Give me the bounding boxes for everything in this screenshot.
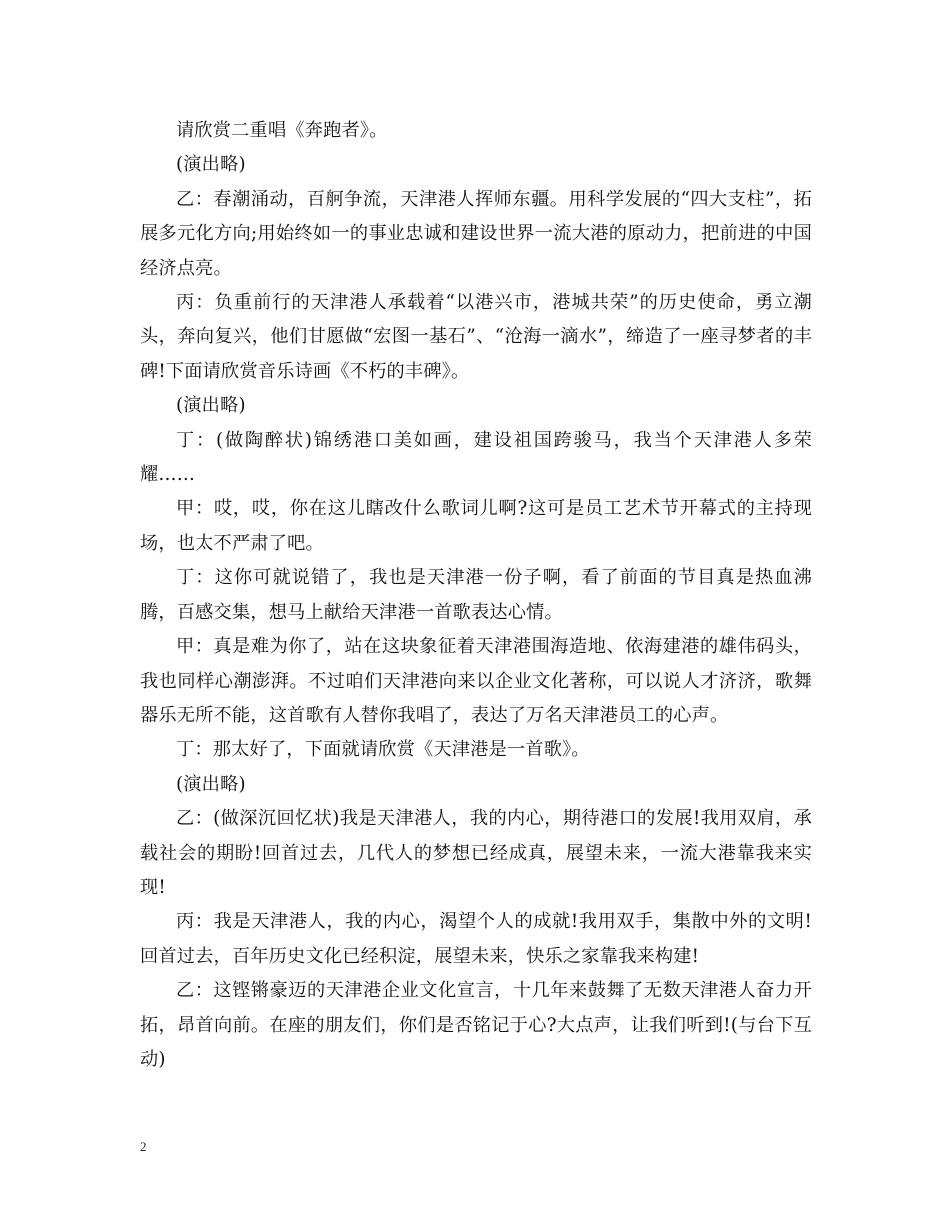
- paragraph: 丁：这你可就说错了，我也是天津港一份子啊，看了前面的节目真是热血沸腾，百感交集，想马上献给天津港一首歌表达心情。: [140, 567, 812, 623]
- document-body: [140, 114, 812, 1077]
- paragraph: 甲：哎，哎，你在这儿瞎改什么歌词儿啊?这可是员工艺术节开幕式的主持现场，也太不严肃了吧。: [140, 498, 812, 554]
- page-number: 2: [140, 1139, 147, 1154]
- paragraph: 乙：(做深沉回忆状)我是天津港人，我的内心，期待港口的发展!我用双肩，承载社会的期盼!回首过去，几代人的梦想已经成真，展望未来，一流大港靠我来实现!: [140, 808, 812, 898]
- paragraph: 丙：负重前行的天津港人承载着“以港兴市，港城共荣”的历史使命，勇立潮头，奔向复兴，他们甘愿做“宏图一基石”、“沧海一滴水”，缔造了一座寻梦者的丰碑!下面请欣赏音乐诗画《不朽的丰碑》。: [140, 292, 812, 382]
- paragraph: 甲：真是难为你了，站在这块象征着天津港围海造地、依海建港的雄伟码头，我也同样心潮澎湃。不过咱们天津港向来以企业文化著称，可以说人才济济，歌舞器乐无所不能，这首歌有人替你我唱了，表达了万名天津港员工的心声。: [140, 636, 812, 726]
- paragraph: 丁：那太好了，下面就请欣赏《天津港是一首歌》。: [176, 739, 590, 761]
- paragraph: 请欣赏二重唱《奔跑者》。: [176, 120, 388, 141]
- paragraph: (演出略): [176, 154, 246, 176]
- paragraph: (演出略): [176, 395, 246, 417]
- paragraph: 乙：春潮涌动，百舸争流，天津港人挥师东疆。用科学发展的“四大支柱”，拓展多元化方向;用始终如一的事业忠诚和建设世界一流大港的原动力，把前进的中国经济点亮。: [140, 188, 812, 279]
- paragraph: 丙：我是天津港人，我的内心，渴望个人的成就!我用双手，集散中外的文明!回首过去，百年历史文化已经积淀，展望未来，快乐之家靠我来构建!: [140, 911, 812, 967]
- paragraph: 丁：(做陶醉状)锦绣港口美如画，建设祖国跨骏马，我当个天津港人多荣耀……: [140, 429, 812, 486]
- paragraph: 乙：这铿锵豪迈的天津港企业文化宣言，十几年来鼓舞了无数天津港人奋力开拓，昂首向前。在座的朋友们，你们是否铭记于心?大点声，让我们听到!(与台下互动): [140, 980, 812, 1070]
- paragraph: (演出略): [176, 773, 246, 795]
